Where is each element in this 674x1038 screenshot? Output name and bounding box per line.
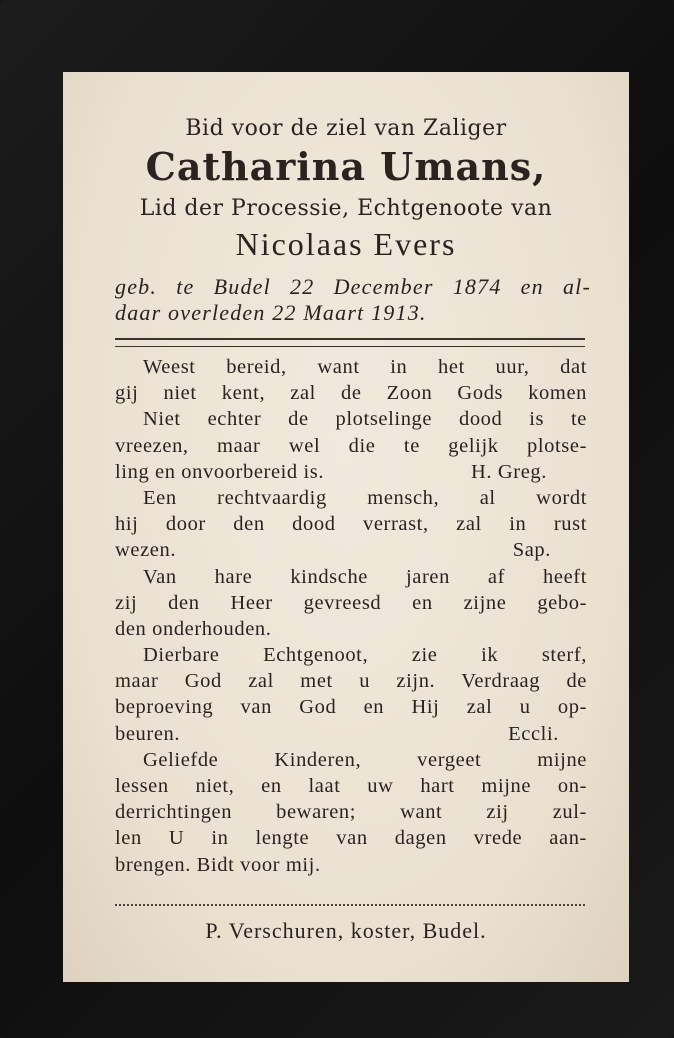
citation: Eccli.: [508, 722, 559, 745]
double-rule-divider: [115, 338, 585, 347]
prayer-request-line: Bid voor de ziel van Zaliger: [185, 116, 507, 141]
text-line: zij den Heer gevreesd en zijne gebo-: [115, 591, 587, 614]
text-line: Niet echter de plotselinge dood is te: [143, 408, 587, 431]
text-line: Weest bereid, want in het uur, dat: [143, 356, 587, 378]
text-line: [115, 537, 587, 563]
text-line: den onderhouden.: [115, 617, 272, 640]
text-line: Geliefde Kinderen, vergeet mijne: [143, 748, 587, 771]
text-line: Dierbare Echtgenoot, zie ik sterf,: [143, 644, 587, 667]
text-line: [115, 721, 587, 747]
dotted-rule-divider: [115, 904, 585, 909]
text-line: len U in lengte van dagen vrede aan-: [115, 827, 587, 850]
text-line: Een rechtvaardig mensch, al wordt: [143, 486, 587, 509]
membership-line: Lid der Processie, Echtgenoote van: [139, 196, 553, 221]
text-line: Van hare kindsche jaren af heeft: [143, 565, 587, 588]
text-line: lessen niet, en laat uw hart mijne on-: [115, 775, 587, 797]
card-panel: [63, 72, 629, 982]
memorial-text: [115, 354, 587, 878]
citation: H. Greg.: [471, 460, 547, 483]
text-line: hij door den dood verrast, zal in rust: [115, 513, 587, 536]
printer-credit: P. Verschuren, koster, Budel.: [205, 918, 487, 943]
husband-name: Nicolaas Evers: [235, 226, 457, 262]
text-segment: ling en onvoorbereid is.: [115, 460, 325, 483]
text-line: maar God zal met u zijn. Verdraag de: [115, 670, 587, 693]
text-line: gij niet kent, zal de Zoon Gods komen: [115, 382, 587, 405]
text-segment: beuren.: [115, 722, 181, 745]
deceased-name: Catharina Umans,: [145, 144, 547, 189]
birth-death-line-2: daar overleden 22 Maart 1913.: [115, 300, 427, 325]
text-line: [115, 459, 587, 485]
citation: Sap.: [512, 539, 551, 562]
text-line: brengen. Bidt voor mij.: [115, 853, 321, 876]
text-line: vreezen, maar wel die te gelijk plotse-: [115, 434, 587, 457]
text-line: derrichtingen bewaren; want zij zul-: [115, 801, 587, 824]
text-line: beproeving van God en Hij zal u op-: [115, 696, 587, 719]
birth-death-line-1: geb. te Budel 22 December 1874 en al-: [115, 274, 591, 299]
text-segment: wezen.: [115, 539, 177, 562]
